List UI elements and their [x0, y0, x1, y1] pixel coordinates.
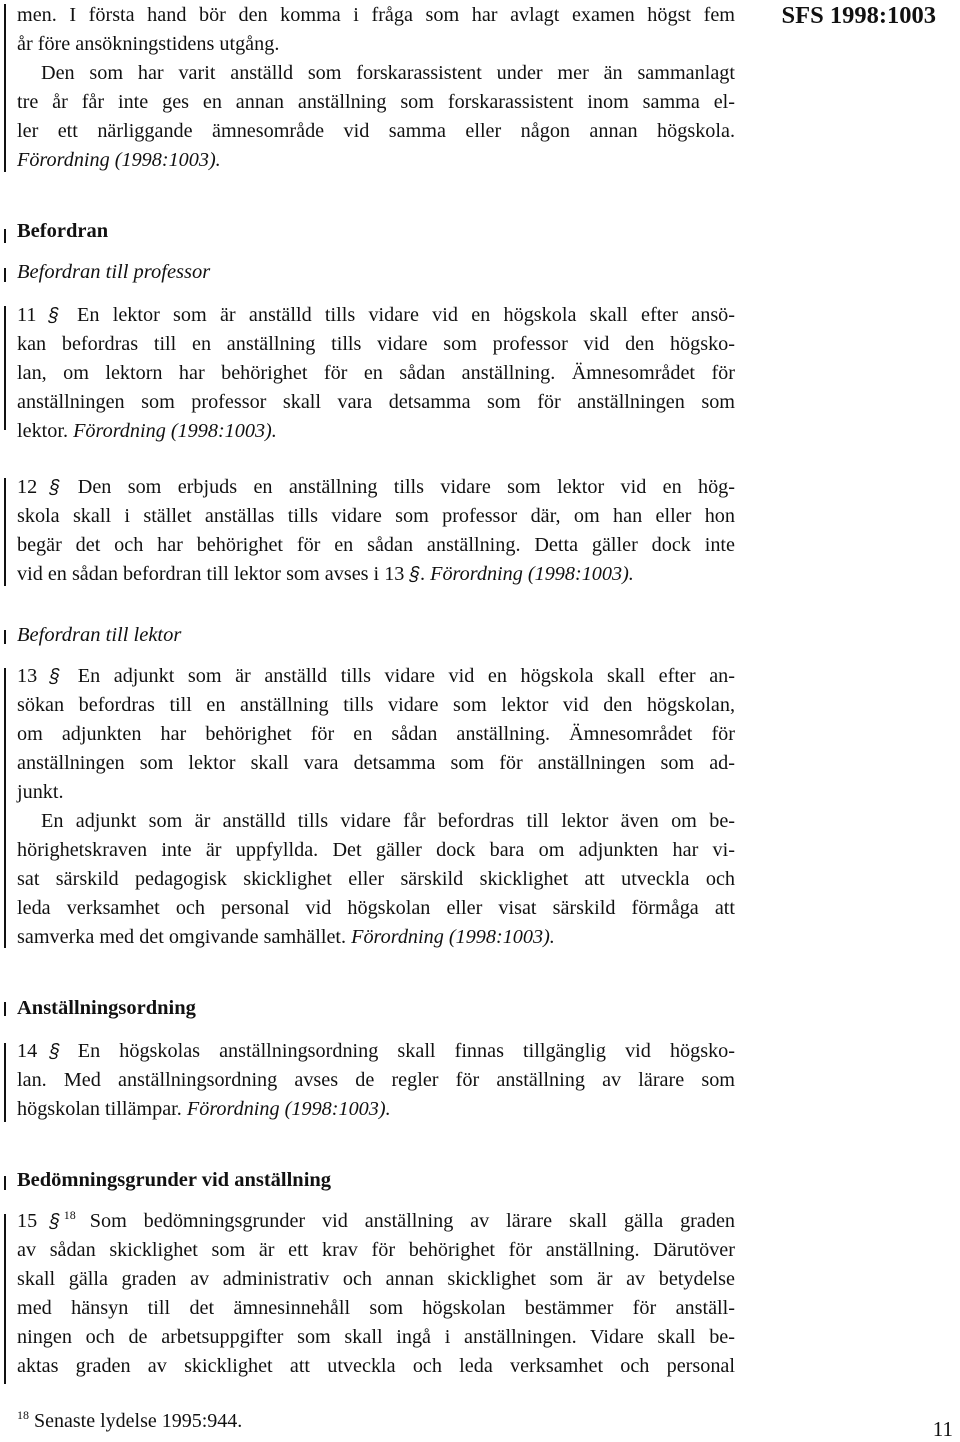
- text-line: skall gälla graden av administrativ och annan skicklighet som är av betydelse: [17, 1268, 735, 1290]
- section-text: En adjunkt som är anställd tills vidare vid en högskola skall efter an-: [77, 665, 735, 687]
- section-sign: §: [46, 1040, 63, 1063]
- amendment-reference: Förordning (1998:1003).: [351, 926, 555, 948]
- text-line: En adjunkt som är anställd tills vidare får befordras till lektor även om be-: [41, 810, 735, 832]
- section-text: Den som erbjuds en anställning tills vidare som lektor vid en hög-: [77, 476, 735, 498]
- text-line: [17, 560, 735, 589]
- text-line: Den som har varit anställd som forskarassistent under mer än sammanlagt: [41, 62, 735, 84]
- heading-anstallningsordning: Anställningsordning: [17, 997, 196, 1019]
- page-number: 11: [932, 1417, 953, 1441]
- text-line: anställningen som lektor skall vara detsamma som för anställningen som ad-: [17, 752, 735, 774]
- text-line: [17, 1037, 735, 1066]
- text-line: sat särskild pedagogisk skicklighet eller särskild skicklighet att utveckla och: [17, 868, 735, 890]
- footnote: [17, 1410, 242, 1433]
- section-text: En högskolas anställningsordning skall finnas tillgänglig vid högsko-: [77, 1040, 735, 1062]
- subheading-befordran-till-professor: Befordran till professor: [17, 261, 211, 283]
- footnote-marker: 18: [17, 1408, 29, 1422]
- change-bar: [4, 1043, 6, 1122]
- section-12: [17, 473, 735, 589]
- text-line: junkt.: [17, 781, 64, 803]
- section-text: vid en sådan befordran till lektor som avses i 13: [17, 563, 410, 585]
- section-sign: §: [46, 476, 63, 499]
- amendment-reference: Förordning (1998:1003).: [73, 420, 277, 442]
- section-number: 13: [17, 665, 38, 687]
- section-text: .: [420, 563, 431, 585]
- text-line: begär det och har behörighet för en sådan anställning. Detta gäller dock inte: [17, 534, 735, 556]
- change-bar: [4, 1214, 6, 1384]
- change-bar: [4, 268, 6, 282]
- section-text: lektor.: [17, 420, 74, 442]
- change-bar: [4, 1002, 6, 1016]
- change-bar: [4, 306, 6, 430]
- text-line: [17, 662, 735, 691]
- text-line: tre år får inte ges en annan anställning som forskarassistent inom samma el-: [17, 91, 735, 113]
- text-line: anställningen som professor skall vara detsamma som för anställningen som: [17, 391, 735, 413]
- section-number: 11: [17, 304, 37, 326]
- amendment-reference: Förordning (1998:1003).: [17, 149, 221, 171]
- change-bar: [4, 4, 6, 172]
- section-sign: §: [46, 1210, 63, 1233]
- section-text: högskolan tillämpar.: [17, 1098, 187, 1120]
- text-line: sökan befordras till en anställning tills vidare som lektor vid den högskolan,: [17, 694, 735, 716]
- change-bar: [4, 229, 6, 243]
- text-line: [17, 301, 735, 330]
- change-bar: [4, 668, 6, 948]
- section-text: Som bedömningsgrunder vid anställning av lärare skall gälla graden: [89, 1210, 735, 1232]
- section-text: En lektor som är anställd tills vidare vid en högskola skall efter ansö-: [77, 304, 735, 326]
- text-line: lan. Med anställningsordning avses de regler för anställning av lärare som: [17, 1069, 735, 1091]
- text-line: år före ansökningstidens utgång.: [17, 33, 280, 55]
- text-line: [17, 923, 735, 952]
- text-line: [17, 1207, 735, 1236]
- footnote-reference: 18: [63, 1208, 76, 1222]
- amendment-reference: Förordning (1998:1003).: [186, 1098, 391, 1120]
- text-line: ler ett närliggande ämnesområde vid samma eller någon annan högskola.: [17, 120, 735, 142]
- text-line: med hänsyn till det ämnesinnehåll som högskolan bestämmer för anställ-: [17, 1297, 735, 1319]
- section-15: [17, 1207, 735, 1381]
- section-13: [17, 662, 735, 952]
- text-line: [17, 1095, 735, 1124]
- section-11: [17, 301, 735, 446]
- section-sign: §: [46, 304, 62, 327]
- section-number: 12: [17, 476, 38, 498]
- text-line: lan, om lektorn har behörighet för en sådan anställning. Ämnesområdet för: [17, 362, 735, 384]
- text-line: aktas graden av skicklighet att utveckla och leda verksamhet och personal: [17, 1355, 735, 1377]
- footnote-text: Senaste lydelse 1995:944.: [34, 1410, 243, 1432]
- section-sign: §: [46, 665, 63, 688]
- text-line: [17, 417, 735, 446]
- change-bar: [4, 1176, 6, 1190]
- heading-bedomningsgrunder: Bedömningsgrunder vid anställning: [17, 1169, 332, 1191]
- section-number: 14: [17, 1040, 38, 1062]
- text-line: skola skall i stället anställas tills vidare som professor där, om han eller hon: [17, 505, 735, 527]
- change-bar: [4, 630, 6, 644]
- text-line: men. I första hand bör den komma i fråga som har avlagt examen högst fem: [17, 4, 735, 26]
- text-line: ningen och de arbetsuppgifter som skall ingå i anställningen. Vidare skall be-: [17, 1326, 735, 1348]
- heading-befordran: Befordran: [17, 220, 109, 242]
- text-line: [17, 473, 735, 502]
- text-line: om adjunkten har behörighet för en sådan anställning. Ämnesområdet för: [17, 723, 735, 745]
- intro-paragraph: [17, 1, 735, 175]
- text-line: leda verksamhet och personal vid högskolan eller visat särskild förmåga att: [17, 897, 735, 919]
- section-number: 15: [17, 1210, 38, 1232]
- section-14: [17, 1037, 735, 1124]
- text-line: hörighetskraven inte är uppfyllda. Det gäller dock bara om adjunkten har vi-: [17, 839, 735, 861]
- sfs-number: SFS 1998:1003: [781, 2, 936, 29]
- amendment-reference: Förordning (1998:1003).: [430, 563, 634, 585]
- subheading-befordran-till-lektor: Befordran till lektor: [17, 624, 182, 646]
- text-line: kan befordras till en anställning tills vidare som professor vid den högsko-: [17, 333, 735, 355]
- section-text: samverka med det omgivande samhället.: [17, 926, 352, 948]
- text-line: av sådan skicklighet som är ett krav för behörighet för anställning. Därutöver: [17, 1239, 735, 1261]
- change-bar: [4, 478, 6, 586]
- section-sign: §: [407, 563, 423, 586]
